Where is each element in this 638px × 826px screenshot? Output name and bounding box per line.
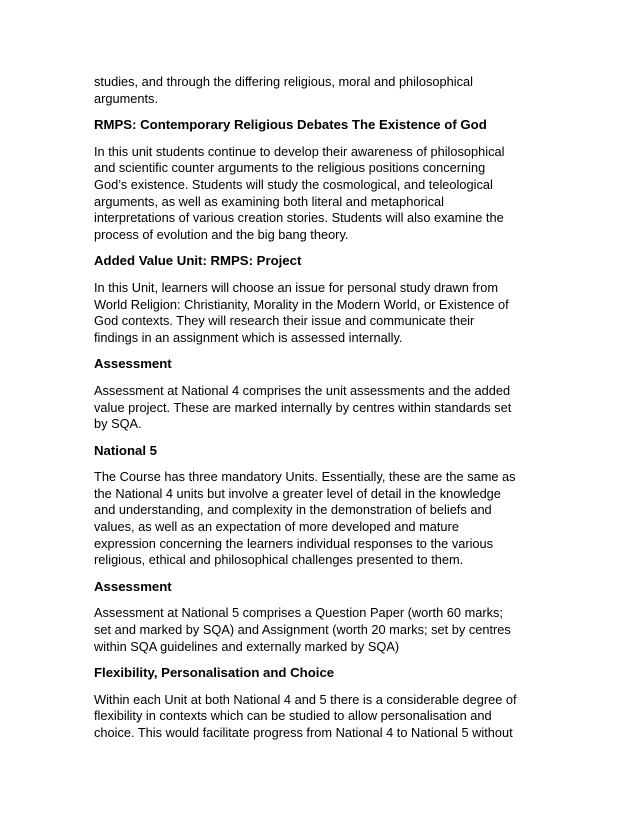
heading-existence-of-god: RMPS: Contemporary Religious Debates The Existence of God xyxy=(94,117,487,133)
document-body xyxy=(94,74,554,742)
paragraph-flexibility: Within each Unit at both National 4 and 5 there is a considerable degree of flexibility in contexts which can be studied to allow personalisation and choice. This would facilitate progress from National 4 to National 5 without xyxy=(94,691,517,740)
heading-flexibility: Flexibility, Personalisation and Choice xyxy=(94,665,335,681)
heading-added-value-unit: Added Value Unit: RMPS: Project xyxy=(94,253,302,269)
paragraph-intro-continuation: studies, and through the differing religious, moral and philosophical arguments. xyxy=(94,74,473,106)
heading-assessment-n5: Assessment xyxy=(94,578,172,594)
paragraph-existence-of-god: In this unit students continue to develop their awareness of philosophical and scientific counter arguments to the religious positions concerning God’s existence. Students will study the cosmological, and teleological arguments, as well as examining both literal and metaphorical interpretations of various creation stories. Students will also examine the process of evolution and the big bang theory. xyxy=(94,143,505,242)
paragraph-assessment-n4: Assessment at National 4 comprises the unit assessments and the added value project. These are marked internally by centres within standards set by SQA. xyxy=(94,382,512,432)
paragraph-assessment-n5: Assessment at National 5 comprises a Question Paper (worth 60 marks; set and marked by SQA) and Assignment (worth 20 marks; set by centres within SQA guidelines and externally marked by SQA) xyxy=(94,605,511,654)
paragraph-national-5: The Course has three mandatory Units. Essentially, these are the same as the National 4 units but involve a greater level of detail in the knowledge and understanding, and complexity in the demonstration of beliefs and values, as well as an expectation of more developed and mature expression concerning the learners individual responses to the various religious, ethical and philosophical challenges presented to them. xyxy=(94,469,516,568)
paragraph-added-value-unit: In this Unit, learners will choose an issue for personal study drawn from World Religion: Christianity, Morality in the Modern World, or Existence of God contexts. They will research their issue and communicate their findings in an assignment which is assessed internally. xyxy=(94,279,509,345)
heading-assessment-n4: Assessment xyxy=(94,356,172,372)
heading-national-5: National 5 xyxy=(94,442,158,458)
